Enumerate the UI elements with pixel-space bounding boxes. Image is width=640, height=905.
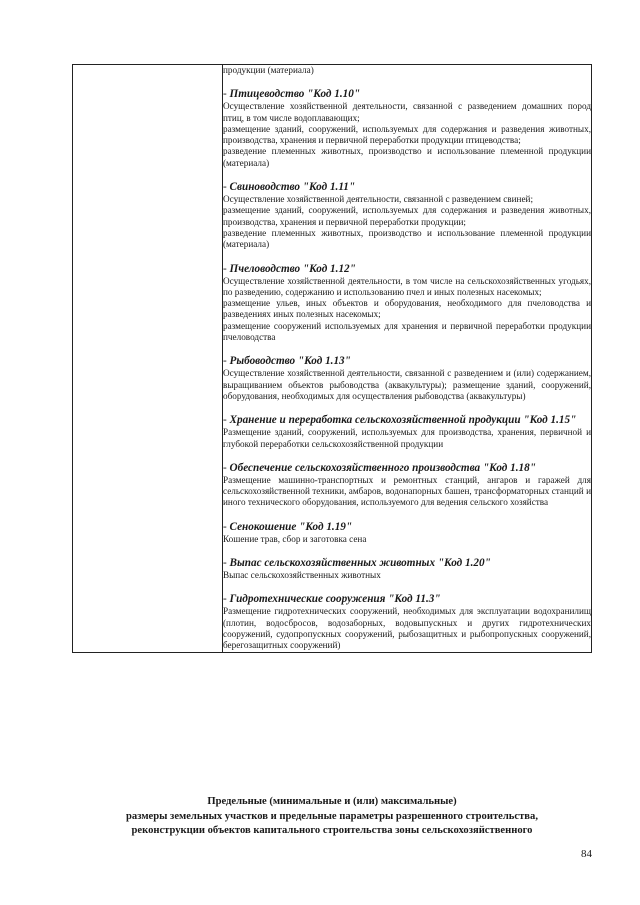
description-line: разведение племенных животных, производство и использование племенной продукции (материала) xyxy=(223,227,591,250)
use-description xyxy=(223,534,591,545)
use-heading-text: Свиноводство "Код 1.11" xyxy=(229,181,356,194)
table-row xyxy=(73,65,592,653)
use-heading xyxy=(223,593,591,606)
continued-text: продукции (материала) xyxy=(223,65,314,75)
use-heading-text: Обеспечение сельскохозяйственного производства "Код 1.18" xyxy=(229,461,536,474)
use-heading-text: Пчеловодство "Код 1.12" xyxy=(229,262,356,275)
zoning-table xyxy=(72,64,592,653)
heading-line-1: Предельные (минимальные и (или) максимальные) xyxy=(207,796,457,807)
description-line: Размещение зданий, сооружений, используемых для производства, хранения, первичной и глубокой переработки сельскохозяйственной продукции xyxy=(223,427,591,449)
description-line: размещение ульев, иных объектов и оборудования, необходимого для пчеловодства и разведениях иных полезных насекомых; xyxy=(223,298,591,320)
use-heading xyxy=(223,414,591,427)
use-heading-text: Сенокошение "Код 1.19" xyxy=(229,520,353,533)
dash-marker: - xyxy=(223,181,230,194)
description-line: Осуществление хозяйственной деятельности, связанной с разведением и (или) содержанием, выращиванием объектов рыбоводства (аквакультуры); размещение зданий, сооружений, оборудования, необходимых для осуществления рыбоводства (аквакультуры) xyxy=(223,368,591,401)
description-line: Выпас сельскохозяйственных животных xyxy=(223,570,381,581)
description-line: размещение зданий, сооружений, используемых для содержания и разведения животных, производства, хранения и первичной переработки продукции; xyxy=(223,205,591,227)
heading-line-2: размеры земельных участков и предельные параметры разрешенного строительства, xyxy=(126,810,538,822)
table-cell-empty xyxy=(73,65,223,653)
use-item xyxy=(223,593,591,651)
use-item xyxy=(223,88,591,169)
description-line: Осуществление хозяйственной деятельности, связанной с разведением домашних пород птиц, в том числе водоплавающих; xyxy=(223,101,591,123)
heading-line-3: реконструкции объектов капитального строительства зоны сельскохозяйственного xyxy=(131,825,533,836)
use-heading xyxy=(223,181,591,194)
dash-marker: - xyxy=(223,557,230,570)
description-line: размещение сооружений используемых для хранения и первичной переработки продукции пчеловодства xyxy=(223,320,591,343)
use-heading-text: Выпас сельскохозяйственных животных "Код 1.20" xyxy=(229,557,491,570)
use-heading-text: Рыбоводство "Код 1.13" xyxy=(229,355,351,368)
use-item xyxy=(223,521,591,545)
dash-marker: - xyxy=(223,461,230,474)
use-item xyxy=(223,181,591,250)
use-item xyxy=(223,557,591,581)
description-line: разведение племенных животных, производство и использование племенной продукции (материала) xyxy=(223,146,591,168)
use-heading xyxy=(223,557,591,570)
use-list xyxy=(223,88,591,651)
dash-marker: - xyxy=(223,414,230,427)
use-item xyxy=(223,355,591,402)
description-line: Размещение машинно-транспортных и ремонтных станций, ангаров и гаражей для сельскохозяйственной техники, амбаров, водонапорных башен, трансформаторных станций и иного технического оборудования, используемого для ведения сельского хозяйства xyxy=(223,474,591,508)
dash-marker: - xyxy=(223,355,230,368)
use-description xyxy=(223,101,591,169)
use-heading xyxy=(223,521,591,534)
use-heading-text: Гидротехнические сооружения "Код 11.3" xyxy=(229,593,441,606)
description-line: Размещение гидротехнических сооружений, необходимых для эксплуатации водохранилищ (плотин, водосбросов, водозаборных, водовыпускных и других гидротехнических сооружений, судопропускных сооружений, рыбозащитных и рыбопропускных сооружений, берегозащитных сооружений) xyxy=(223,606,591,651)
use-heading xyxy=(223,355,591,368)
description-line: Осуществление хозяйственной деятельности, связанной с разведением свиней; xyxy=(223,194,533,205)
use-description xyxy=(223,570,591,581)
use-item xyxy=(223,263,591,344)
use-description xyxy=(223,475,591,509)
description-line: размещение зданий, сооружений, используемых для содержания и разведения животных, производства, хранения и первичной переработки продукции птицеводства; xyxy=(223,123,591,146)
use-heading xyxy=(223,263,591,276)
use-item xyxy=(223,462,591,509)
use-description xyxy=(223,368,591,402)
dash-marker: - xyxy=(223,262,230,275)
page-number: 84 xyxy=(581,848,592,860)
table-cell-uses xyxy=(223,65,592,653)
dash-marker: - xyxy=(223,593,230,606)
use-description xyxy=(223,276,591,344)
dash-marker: - xyxy=(223,88,230,101)
use-description xyxy=(223,427,591,450)
section-heading xyxy=(72,795,592,839)
use-heading-text: Птицеводство "Код 1.10" xyxy=(229,88,361,101)
description-line: Осуществление хозяйственной деятельности, в том числе на сельскохозяйственных угодьях, по разведению, содержанию и использованию пчел и иных полезных насекомых; xyxy=(223,275,591,297)
use-heading-text: Хранение и переработка сельскохозяйственной продукции "Код 1.15" xyxy=(229,414,577,427)
use-item xyxy=(223,414,591,450)
use-description xyxy=(223,194,591,250)
use-heading xyxy=(223,88,591,101)
use-description xyxy=(223,606,591,651)
use-heading xyxy=(223,462,591,475)
dash-marker: - xyxy=(223,520,230,533)
description-line: Кошение трав, сбор и заготовка сена xyxy=(223,533,367,544)
